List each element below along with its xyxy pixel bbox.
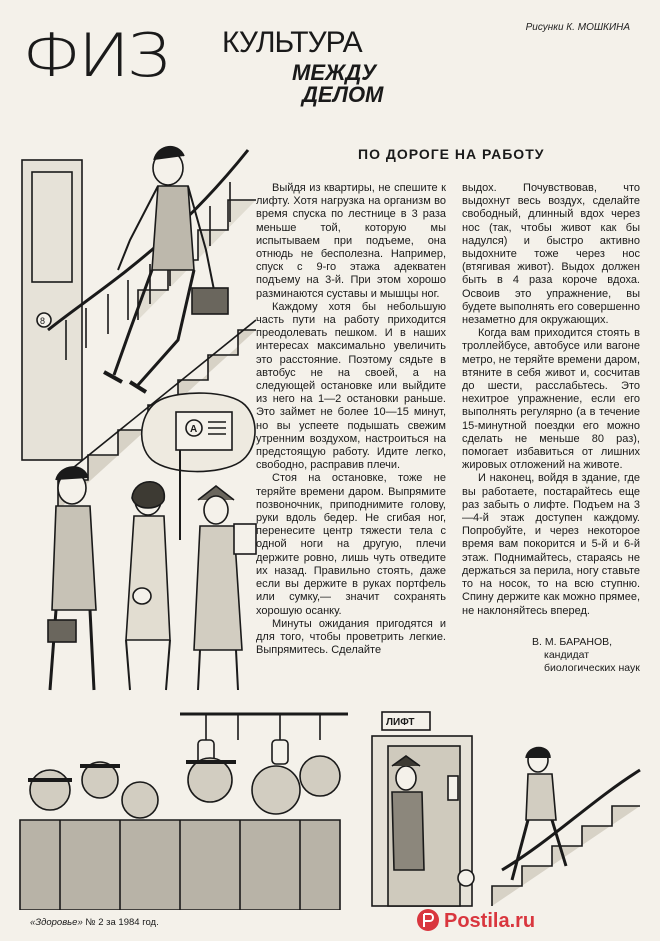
paragraph: выдох. Почувствовав, что выдохнут весь воздух, сделайте свободный, длинный вдох через нос (так, чтобы живот как бы надулся) и быстро активно выдохните тоже через нос (втягивая живот). Выдох должен быть в 4 раза короче вдоха. Освоив это упражнение, вы будете выполнять его совершенно незаметно для окружающих. bbox=[462, 182, 640, 327]
paragraph: Когда вам приходится стоять в троллейбусе, автобусе или вагоне метро, не теряйте времени даром, втяните в себя живот и, сосчитав до шести, расслабьтесь. Это нехитрое упражнение, если его выполнять регулярно (а в течение 15-минутной поездки его можно сделать не меньше 80 раз), помогает избавиться от лишних жировых отложений на животе. bbox=[462, 327, 640, 472]
author-degree: кандидат bbox=[544, 649, 589, 661]
article-title: ПО ДОРОГЕ НА РАБОТУ bbox=[358, 146, 545, 162]
watermark-text: Postila.ru bbox=[444, 910, 536, 932]
logo-mezhdu: МЕЖДУ bbox=[292, 60, 377, 85]
article-column-1 bbox=[256, 182, 446, 657]
article-column-2 bbox=[462, 182, 640, 618]
paragraph: Минуты ожидания пригодятся и для того, чтобы проветрить легкие. Выпрямитесь. Сделайте bbox=[256, 617, 446, 657]
logo-fiz: ФИЗ bbox=[22, 21, 168, 91]
paragraph: Каждому хотя бы небольшую часть пути на работу приходится преодолевать пешком. И в наших интересах максимально увеличить это расстояние. Поэтому сядьте в автобус не на своей, а на следующей остановке или выйдите из него на 1—2 остановки раньше. Это займет не более 10—15 минут, но вы успеете подышать свежим утренним воздухом, настроиться на предстоящую работу. Идите легко, свободно, расправив плечи. bbox=[256, 300, 446, 472]
illustration-credit: Рисунки К. МОШКИНА bbox=[525, 22, 630, 33]
elevator-illustration bbox=[352, 700, 642, 910]
postila-watermark bbox=[414, 905, 654, 935]
issue-info: № 2 за 1984 год. bbox=[85, 917, 159, 928]
paragraph: И наконец, войдя в здание, где вы работаете, постарайтесь еще раз забыть о лифте. Подъем на 3—4-й этаж доступен каждому. Попробуйте, и через некоторое время вам покорится и 5-й и 6-й этаж. Поднимайтесь, стараясь не держаться за перила, ногу ставьте то на носок, то на всю ступню. Спину держите как можно прямее, не наклоняйтесь вперед. bbox=[462, 472, 640, 617]
elevator-sign: ЛИФТ bbox=[386, 717, 415, 728]
paragraph: Стоя на остановке, тоже не теряйте времени даром. Выпрямите позвоночник, приподнимите голову, руки вдоль бедер. Не сгибая ног, перенесите центр тяжести тела с одной ноги на другую, плечи держите ровно, лишь чуть отведите их назад. Правильно стоять, даже если вы держите в руках портфель или сумку,— значит сохранять хорошую осанку. bbox=[256, 472, 446, 617]
author-field: биологических наук bbox=[544, 662, 640, 674]
logo-kultura: КУЛЬТУРА bbox=[222, 26, 362, 59]
bus-stop-sign: А bbox=[190, 424, 198, 435]
magazine-name: «Здоровье» bbox=[30, 917, 83, 928]
author-name: В. М. БАРАНОВ, bbox=[532, 636, 613, 648]
page-footer bbox=[30, 917, 159, 928]
bus-stop-illustration bbox=[30, 390, 260, 710]
paragraph: Выйдя из квартиры, не спешите к лифту. Хотя нагрузка на организм во время спуска по лестнице в 3 раза меньше той, которую мы испытываем при подъеме, она отнюдь не бесполезна. Например, спуск с 9-го этажа адекватен подъему на 3-й. При этом хорошо разминаются суставы и мышцы ног. bbox=[256, 182, 446, 300]
tram-crowd-illustration bbox=[10, 700, 350, 910]
floor-number: 8 bbox=[40, 316, 46, 326]
rubric-logo bbox=[22, 18, 422, 113]
author-signature bbox=[532, 636, 640, 675]
logo-delom: ДЕЛОМ bbox=[302, 82, 384, 107]
